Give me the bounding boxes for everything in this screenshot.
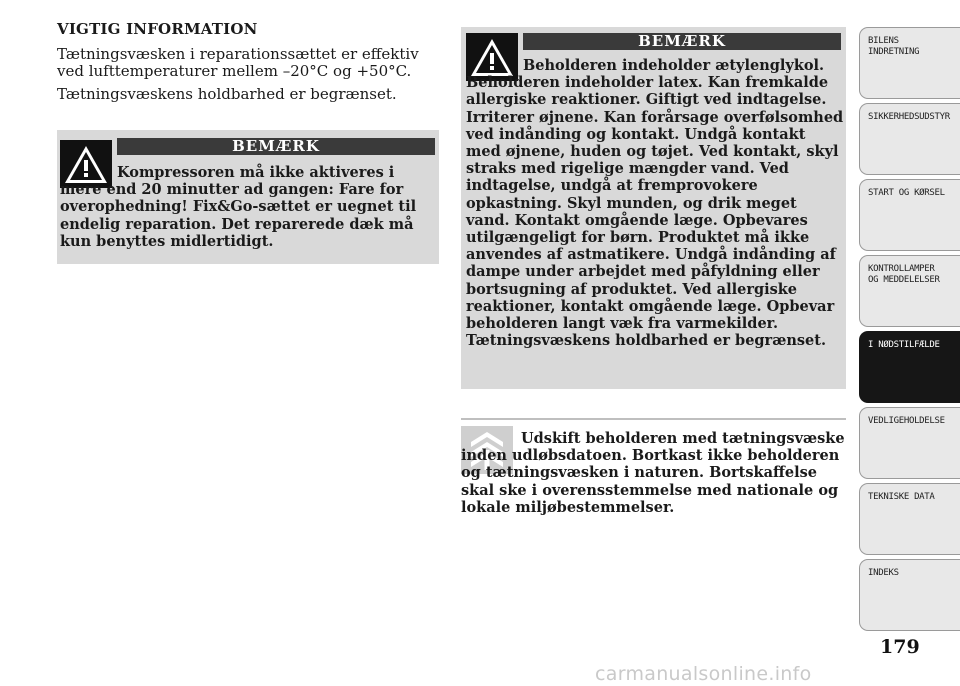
temperature-paragraph: Tætningsvæsken i reparationssættet er effektiv ved lufttemperaturer mellem –20°C og +50°C. [57, 45, 419, 80]
warning-label: BEMÆRK [117, 138, 435, 155]
tab-label: START OG KØRSEL [868, 188, 945, 198]
warning-label: BEMÆRK [523, 33, 841, 50]
tab-label: BILENS INDRETNING [868, 36, 920, 57]
intro-section [57, 20, 439, 109]
section-heading: VIGTIG INFORMATION [57, 20, 258, 38]
warning-text: Kompressoren må ikke aktiveres i mere end 20 minutter ad gangen: Fare for overophedning! Fix&Go-sættet er uegnet til endelig reparation. Det reparerede dæk må kun benyttes midlertidigt. [60, 164, 417, 250]
tab-i-nodstilfaelde[interactable] [859, 331, 960, 403]
warning-box-sealant [461, 27, 846, 389]
tab-indeks[interactable] [859, 559, 960, 631]
tab-bilens-indretning[interactable] [859, 27, 960, 99]
tab-sikkerhedsudstyr[interactable] [859, 103, 960, 175]
divider [461, 418, 846, 420]
tab-label: SIKKERHEDSUDSTYR [868, 112, 950, 122]
watermark: carmanualsonline.info [595, 663, 812, 685]
tab-kontrollamper[interactable] [859, 255, 960, 327]
tab-start-og-korsel[interactable] [859, 179, 960, 251]
tab-label: TEKNISKE DATA [868, 492, 935, 502]
environment-note: Udskift beholderen med tætningsvæske inden udløbsdatoen. Bortkast ikke beholderen og tætningsvæsken i naturen. Bortskaffelse skal ske i overensstemmelse med nationale og lokale miljøbestemmelser. [461, 430, 845, 516]
warning-text: Beholderen indeholder ætylenglykol. Beholderen indeholder latex. Kan fremkalde allergiske reaktioner. Giftigt ved indtagelse. Irriterer øjnene. Kan forårsage overfølsomhed ved indånding og kontakt. Undgå kontakt med øjnene, huden og tøjet. Ved kontakt, skyl straks med rigelige mængder vand. Ved indtagelse, undgå at fremprovokere opkastning. Skyl munden, og drik meget vand. Kontakt omgående læge. Opbevares utilgængeligt for børn. Produktet må ikke anvendes af astmatikere. Undgå indånding af dampe under arbejdet med påfyldning eller bortsugning af produktet. Ved allergiske reaktioner, kontakt omgående læge. Opbevar beholderen langt væk fra varmekilder. Tætningsvæskens holdbarhed er begrænset. [466, 57, 844, 350]
tab-label: KONTROLLAMPER OG MEDDELELSER [868, 264, 940, 285]
tab-label: INDEKS [868, 568, 899, 578]
warning-box-compressor [57, 130, 439, 264]
tab-vedligeholdelse[interactable] [859, 407, 960, 479]
tab-label: VEDLIGEHOLDELSE [868, 416, 945, 426]
page-number: 179 [880, 636, 920, 658]
tab-tekniske-data[interactable] [859, 483, 960, 555]
shelf-life-paragraph: Tætningsvæskens holdbarhed er begrænset. [57, 85, 397, 103]
tab-label: I NØDSTILFÆLDE [868, 340, 940, 350]
